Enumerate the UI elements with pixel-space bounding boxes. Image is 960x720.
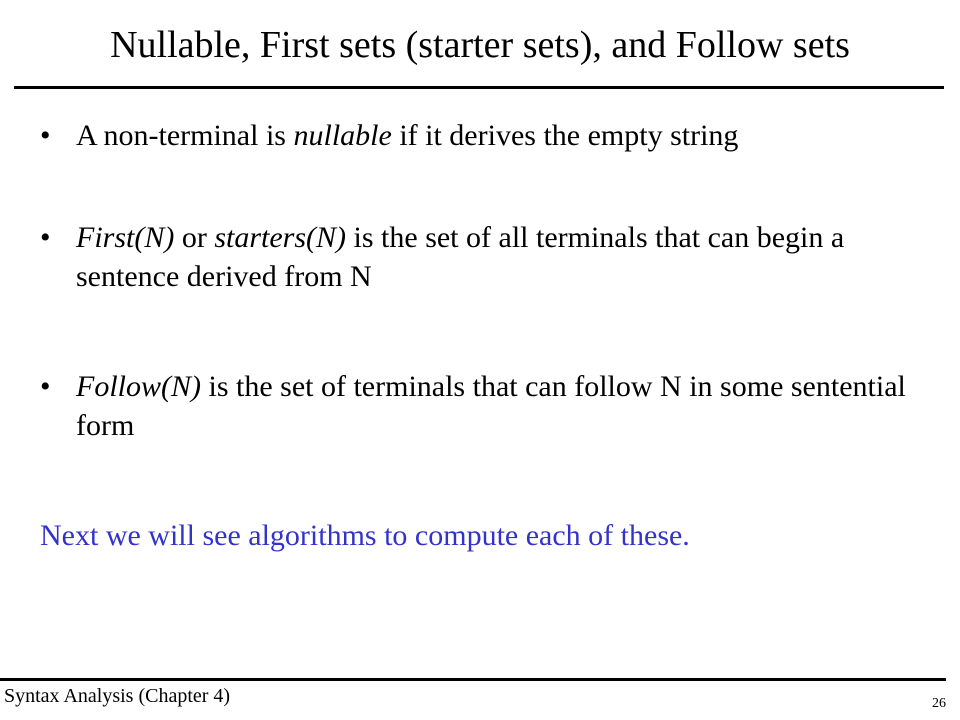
bullet-text — [76, 367, 916, 445]
bullet-marker: • — [40, 221, 51, 254]
bullet-text-post: is the set of terminals that can follow N in some sentential form — [76, 370, 906, 442]
page-number: 26 — [932, 696, 946, 711]
bullet-marker: • — [40, 119, 51, 152]
term-nullable: nullable — [293, 119, 392, 152]
footer-label: Syntax Analysis (Chapter 4) — [4, 685, 231, 707]
title-divider — [14, 86, 944, 89]
term-starters: starters(N) — [214, 221, 347, 254]
bullet-marker: • — [40, 370, 51, 403]
bullet-text-pre: A non-terminal is — [76, 119, 294, 152]
bullet-text — [76, 116, 916, 155]
footer-divider — [0, 678, 946, 681]
bullet-text — [76, 218, 916, 296]
term-follow: Follow(N) — [76, 370, 201, 403]
closing-note: Next we will see algorithms to compute each of these. — [40, 519, 690, 552]
bullet-text-mid: or — [174, 221, 215, 254]
term-first: First(N) — [76, 221, 175, 254]
slide-title: Nullable, First sets (starter sets), and Follow sets — [110, 24, 850, 66]
bullet-text-post: is the set of all terminals that can begin a sentence derived from N — [76, 221, 845, 293]
bullet-text-post: if it derives the empty string — [391, 119, 739, 152]
